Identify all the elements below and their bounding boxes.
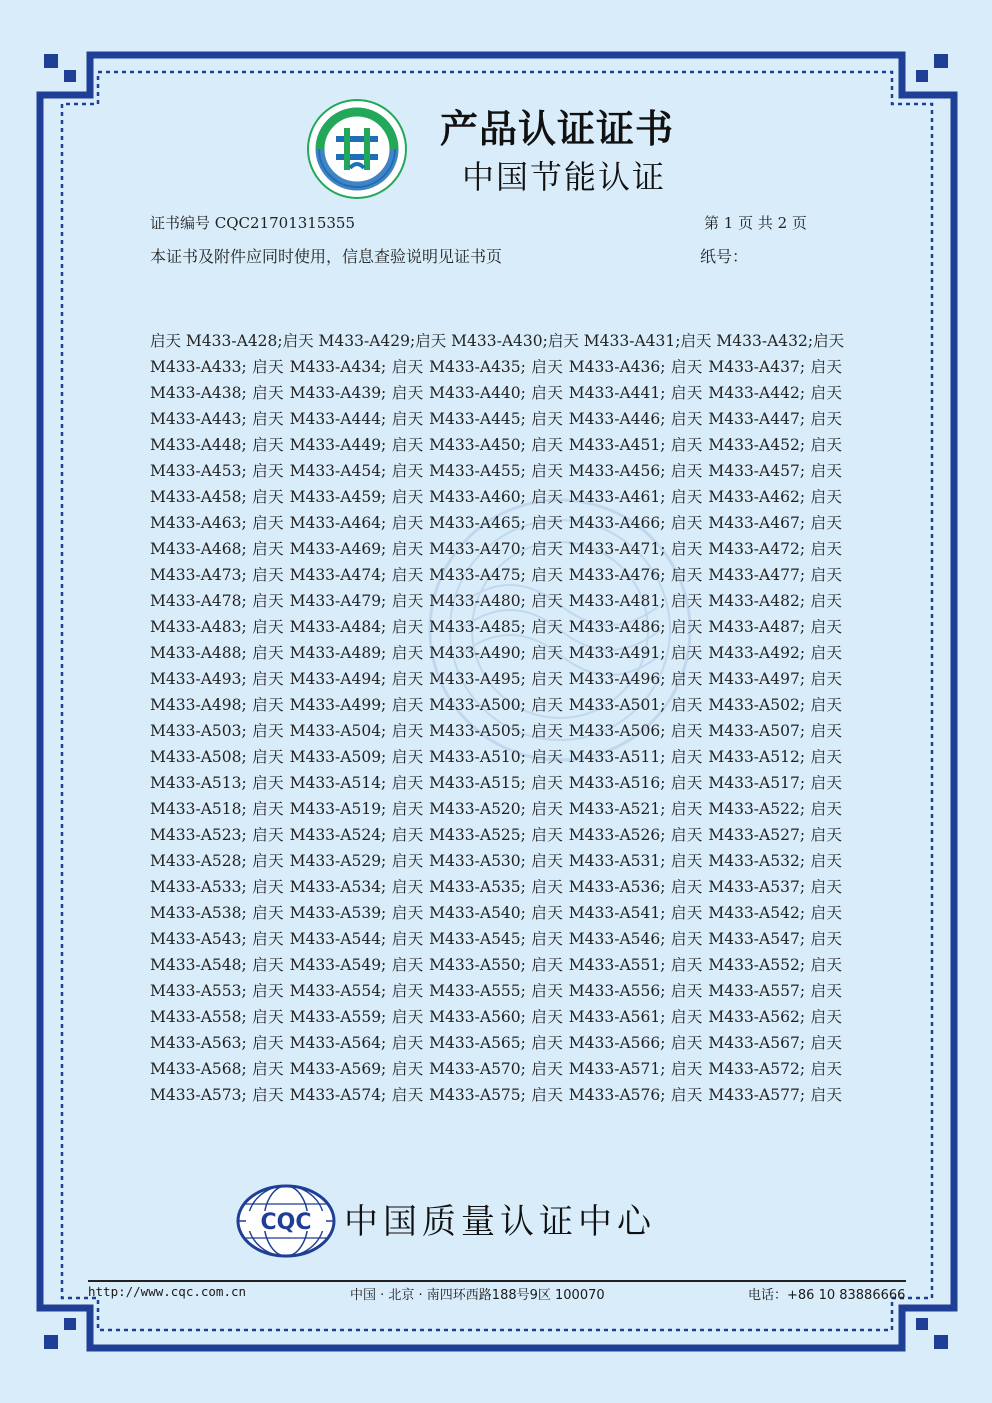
energy-conservation-logo bbox=[306, 98, 408, 200]
model-line: M433-A503; 启天 M433-A504; 启天 M433-A505; 启天 M433-A506; 启天 M433-A507; 启天 bbox=[150, 722, 842, 740]
model-line: M433-A568; 启天 M433-A569; 启天 M433-A570; 启天 M433-A571; 启天 M433-A572; 启天 bbox=[150, 1060, 842, 1078]
footer-phone: 电话：+86 10 83886666 bbox=[748, 1288, 906, 1303]
certificate-number: 证书编号 CQC21701315355 bbox=[150, 214, 355, 232]
model-line: M433-A543; 启天 M433-A544; 启天 M433-A545; 启天 M433-A546; 启天 M433-A547; 启天 bbox=[150, 930, 842, 948]
model-line: M433-A573; 启天 M433-A574; 启天 M433-A575; 启天 M433-A576; 启天 M433-A577; 启天 bbox=[150, 1086, 842, 1104]
model-line: M433-A538; 启天 M433-A539; 启天 M433-A540; 启天 M433-A541; 启天 M433-A542; 启天 bbox=[150, 904, 842, 922]
model-list bbox=[150, 328, 845, 1108]
model-line: M433-A458; 启天 M433-A459; 启天 M433-A460; 启天 M433-A461; 启天 M433-A462; 启天 bbox=[150, 488, 842, 506]
model-line: M433-A448; 启天 M433-A449; 启天 M433-A450; 启天 M433-A451; 启天 M433-A452; 启天 bbox=[150, 436, 842, 454]
model-line: M433-A548; 启天 M433-A549; 启天 M433-A550; 启天 M433-A551; 启天 M433-A552; 启天 bbox=[150, 956, 842, 974]
svg-text:CQC: CQC bbox=[260, 1210, 312, 1235]
model-line: M433-A478; 启天 M433-A479; 启天 M433-A480; 启天 M433-A481; 启天 M433-A482; 启天 bbox=[150, 592, 842, 610]
model-line: M433-A523; 启天 M433-A524; 启天 M433-A525; 启天 M433-A526; 启天 M433-A527; 启天 bbox=[150, 826, 842, 844]
model-line: M433-A493; 启天 M433-A494; 启天 M433-A495; 启天 M433-A496; 启天 M433-A497; 启天 bbox=[150, 670, 842, 688]
model-line: M433-A508; 启天 M433-A509; 启天 M433-A510; 启天 M433-A511; 启天 M433-A512; 启天 bbox=[150, 748, 842, 766]
organization-name: 中国质量认证中心 bbox=[344, 1202, 656, 1242]
model-line: M433-A438; 启天 M433-A439; 启天 M433-A440; 启天 M433-A441; 启天 M433-A442; 启天 bbox=[150, 384, 842, 402]
certificate-title: 产品认证证书 bbox=[440, 107, 675, 151]
paper-number: 纸号： bbox=[700, 247, 749, 266]
model-line: M433-A443; 启天 M433-A444; 启天 M433-A445; 启天 M433-A446; 启天 M433-A447; 启天 bbox=[150, 410, 842, 428]
model-line: M433-A528; 启天 M433-A529; 启天 M433-A530; 启天 M433-A531; 启天 M433-A532; 启天 bbox=[150, 852, 842, 870]
footer-url[interactable]: http://www.cqc.com.cn bbox=[88, 1284, 247, 1299]
cqc-logo bbox=[236, 1184, 336, 1258]
model-line: 启天 M433-A428;启天 M433-A429;启天 M433-A430;启天 M433-A431;启天 M433-A432;启天 bbox=[150, 332, 845, 350]
page-number: 第 1 页 共 2 页 bbox=[704, 214, 807, 232]
certificate-subtitle: 中国节能认证 bbox=[462, 158, 667, 196]
model-line: M433-A563; 启天 M433-A564; 启天 M433-A565; 启天 M433-A566; 启天 M433-A567; 启天 bbox=[150, 1034, 842, 1052]
model-line: M433-A513; 启天 M433-A514; 启天 M433-A515; 启天 M433-A516; 启天 M433-A517; 启天 bbox=[150, 774, 842, 792]
footer-divider bbox=[88, 1280, 906, 1282]
model-line: M433-A453; 启天 M433-A454; 启天 M433-A455; 启天 M433-A456; 启天 M433-A457; 启天 bbox=[150, 462, 842, 480]
model-line: M433-A433; 启天 M433-A434; 启天 M433-A435; 启天 M433-A436; 启天 M433-A437; 启天 bbox=[150, 358, 842, 376]
model-line: M433-A498; 启天 M433-A499; 启天 M433-A500; 启天 M433-A501; 启天 M433-A502; 启天 bbox=[150, 696, 842, 714]
model-line: M433-A468; 启天 M433-A469; 启天 M433-A470; 启天 M433-A471; 启天 M433-A472; 启天 bbox=[150, 540, 842, 558]
model-line: M433-A473; 启天 M433-A474; 启天 M433-A475; 启天 M433-A476; 启天 M433-A477; 启天 bbox=[150, 566, 842, 584]
model-line: M433-A553; 启天 M433-A554; 启天 M433-A555; 启天 M433-A556; 启天 M433-A557; 启天 bbox=[150, 982, 842, 1000]
model-line: M433-A463; 启天 M433-A464; 启天 M433-A465; 启天 M433-A466; 启天 M433-A467; 启天 bbox=[150, 514, 842, 532]
model-line: M433-A558; 启天 M433-A559; 启天 M433-A560; 启天 M433-A561; 启天 M433-A562; 启天 bbox=[150, 1008, 842, 1026]
model-line: M433-A488; 启天 M433-A489; 启天 M433-A490; 启天 M433-A491; 启天 M433-A492; 启天 bbox=[150, 644, 842, 662]
model-line: M433-A483; 启天 M433-A484; 启天 M433-A485; 启天 M433-A486; 启天 M433-A487; 启天 bbox=[150, 618, 842, 636]
footer-address: 中国 · 北京 · 南四环西路188号9区 100070 bbox=[350, 1288, 605, 1303]
model-line: M433-A533; 启天 M433-A534; 启天 M433-A535; 启天 M433-A536; 启天 M433-A537; 启天 bbox=[150, 878, 842, 896]
model-line: M433-A518; 启天 M433-A519; 启天 M433-A520; 启天 M433-A521; 启天 M433-A522; 启天 bbox=[150, 800, 842, 818]
usage-notice: 本证书及附件应同时使用，信息查验说明见证书页 bbox=[150, 247, 503, 266]
